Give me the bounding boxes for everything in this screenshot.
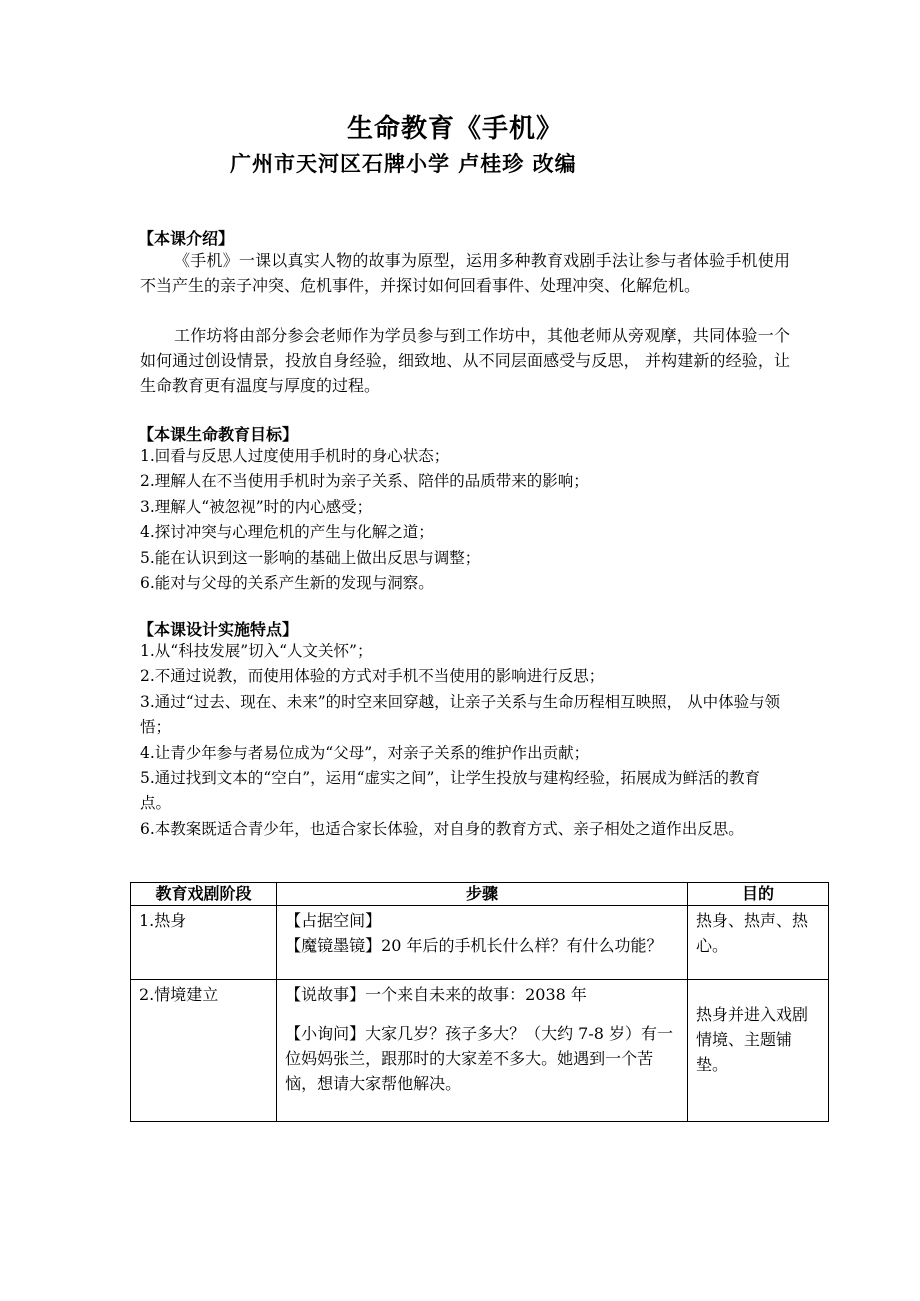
stage-cell: 1.热身 [131,906,277,980]
document-author: 广州市天河区石牌小学 卢桂珍 改编 [230,151,577,176]
list-item: 2.理解人在不当使用手机时为亲子关系、陪伴的品质带来的影响； [140,472,589,491]
steps-cell [277,980,688,1122]
list-item: 1.从“科技发展”切入“人文关怀”； [140,642,373,660]
step-line: 【小询问】大家几岁？孩子多大？（大约 7-8 岁）有一位妈妈张兰，跟那时的大家差不多大。她遇到一个苦恼，想请大家帮他解决。 [285,1024,674,1093]
steps-cell [277,906,688,980]
purpose-cell: 热身、热声、热心。 [687,906,828,980]
header-purpose: 目的 [687,883,828,906]
stage-cell: 2.情境建立 [131,980,277,1122]
lesson-steps-table [130,882,829,1122]
document-title: 生命教育《手机》 [346,114,563,144]
list-item: 2.不通过说教，而使用体验的方式对手机不当使用的影响进行反思； [140,667,605,686]
list-item: 5.能在认识到这一影响的基础上做出反思与调整； [140,548,481,567]
step-line: 【占据空间】 [285,911,382,930]
features-heading: 【本课设计实施特点】 [138,620,299,639]
purpose-cell [687,980,828,1122]
intro-paragraph-2: 工作坊将由部分参会老师作为学员参与到工作坊中，其他老师从旁观摩，共同体验一个如何通过创设情景，投放自身经验，细致地、从不同层面感受与反思， 并构建新的经验，让生命教育更有温度与厚度的过程。 [140,326,790,395]
purpose-text: 热身并进入戏剧情境、主题铺垫。 [695,1005,808,1074]
table-header-row [131,883,829,906]
list-item: 1.回看与反思人过度使用手机时的身心状态； [140,447,450,465]
list-item: 4.探讨冲突与心理危机的产生与化解之道； [140,523,434,542]
goals-list [140,444,800,596]
intro-heading: 【本课介绍】 [138,229,235,248]
table-row [131,980,829,1122]
list-item: 6.能对与父母的关系产生新的发现与洞察。 [140,574,434,593]
list-item: 4.让青少年参与者易位成为“父母”，对亲子关系的维护作出贡献； [140,743,590,762]
features-list [140,639,790,842]
list-item: 6.本教案既适合青少年，也适合家长体验，对自身的教育方式、亲子相处之道作出反思。 [140,819,744,838]
intro-paragraph-1: 《手机》一课以真实人物的故事为原型，运用多种教育戏剧手法让参与者体验手机使用不当产生的亲子冲突、危机事件，并探讨如何回看事件、处理冲突、化解危机。 [140,251,790,295]
list-item: 5.通过找到文本的“空白”，运用“虚实之间”，让学生投放与建构经验，拓展成为鲜活的教育点。 [140,769,760,813]
header-stage: 教育戏剧阶段 [131,883,277,906]
list-item: 3.理解人“被忽视”时的内心感受； [140,497,373,516]
header-steps: 步骤 [277,883,688,906]
step-line: 【魔镜墨镜】20 年后的手机长什么样？有什么功能？ [285,936,663,955]
goals-heading: 【本课生命教育目标】 [138,425,299,444]
table-row [131,906,829,980]
list-item: 3.通过“过去、现在、未来”的时空来回穿越，让亲子关系与生命历程相互映照， 从中体验与领悟； [140,692,781,737]
step-line: 【说故事】一个来自未来的故事：2038 年 [285,985,587,1004]
